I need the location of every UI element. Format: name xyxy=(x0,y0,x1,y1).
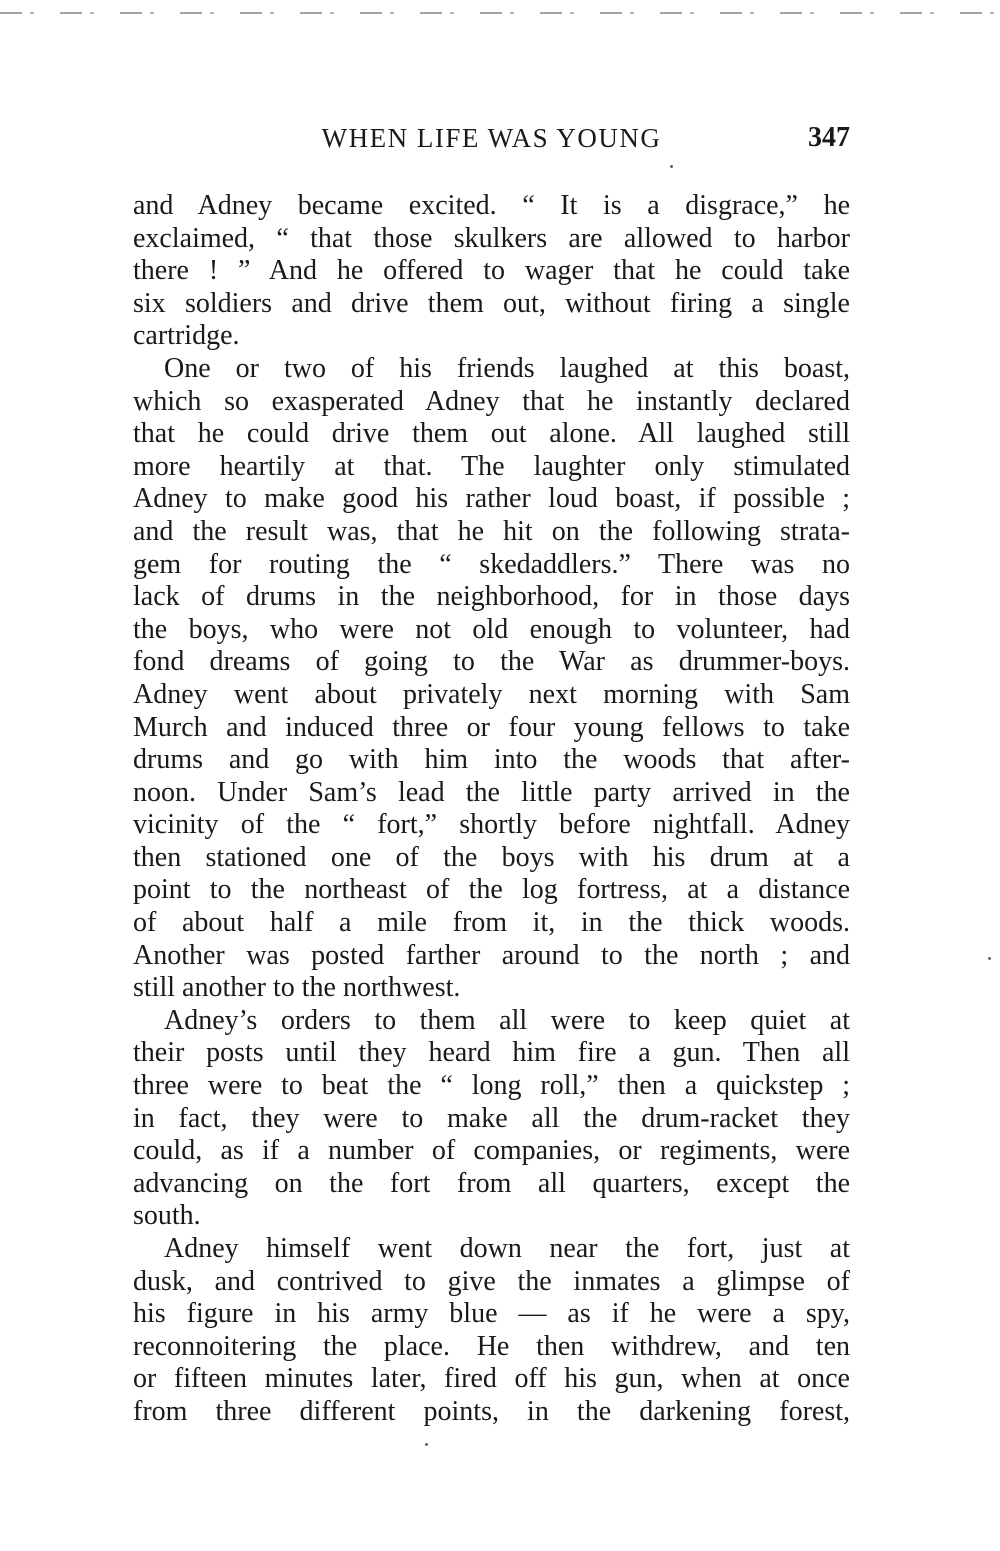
scan-speck xyxy=(670,165,673,168)
text-line: cartridge. xyxy=(133,320,240,352)
text-line: and Adney became excited. “ It is a disgrace,” he xyxy=(133,190,850,221)
text-line: Adney to make good his rather loud boast, if possible ; xyxy=(133,483,850,515)
text-line: lack of drums in the neighborhood, for in those days xyxy=(133,581,850,613)
text-line: exclaimed, “ that those skulkers are allowed to harbor xyxy=(133,222,850,254)
text-line: his figure in his army blue — as if he were a spy, xyxy=(133,1298,850,1330)
text-line: Adney’s orders to them all were to keep quiet at xyxy=(164,1004,850,1036)
text-line: still another to the northwest. xyxy=(133,972,461,1004)
text-line: gem for routing the “ skedaddlers.” There was no xyxy=(133,548,850,580)
text-line: reconnoitering the place. He then withdrew, and ten xyxy=(133,1330,850,1362)
text-line: fond dreams of going to the War as drummer-boys. xyxy=(133,646,850,678)
text-line: One or two of his friends laughed at this boast, xyxy=(164,352,850,384)
running-title: WHEN LIFE WAS YOUNG xyxy=(321,123,662,153)
text-line: Adney himself went down near the fort, just at xyxy=(164,1233,850,1264)
text-line: vicinity of the “ fort,” shortly before nightfall. Adney xyxy=(133,809,850,841)
text-line: advancing on the fort from all quarters, except the xyxy=(133,1167,850,1199)
text-line: there ! ” And he offered to wager that he could take xyxy=(133,255,850,287)
text-line: dusk, and contrived to give the inmates a glimpse of xyxy=(133,1265,850,1297)
scan-speck xyxy=(988,957,991,960)
text-line: or fifteen minutes later, fired off his gun, when at once xyxy=(133,1363,850,1395)
text-line: of about half a mile from it, in the thick woods. xyxy=(133,907,850,939)
text-line: could, as if a number of companies, or regiments, were xyxy=(133,1135,850,1167)
text-line: point to the northeast of the log fortress, at a distance xyxy=(133,874,850,906)
text-line: more heartily at that. The laughter only stimulated xyxy=(133,450,850,482)
text-line: in fact, they were to make all the drum-racket they xyxy=(133,1102,850,1134)
running-head xyxy=(133,118,850,158)
text-line: and the result was, that he hit on the following strata- xyxy=(133,515,850,547)
text-line: Murch and induced three or four young fellows to take xyxy=(133,711,850,743)
text-line: noon. Under Sam’s lead the little party arrived in the xyxy=(133,776,850,808)
text-line: six soldiers and drive them out, without firing a single xyxy=(133,287,850,319)
body-text xyxy=(133,190,850,1429)
text-line: which so exasperated Adney that he instantly declared xyxy=(133,385,850,417)
text-line: that he could drive them out alone. All laughed still xyxy=(133,418,850,450)
scan-edge-artifact xyxy=(0,12,1000,14)
text-line: the boys, who were not old enough to volunteer, had xyxy=(133,613,850,645)
scan-speck xyxy=(425,1443,428,1446)
text-line: drums and go with him into the woods that after- xyxy=(133,744,850,776)
text-line: their posts until they heard him fire a gun. Then all xyxy=(133,1037,850,1069)
text-line: then stationed one of the boys with his drum at a xyxy=(133,841,850,873)
text-line: Adney went about privately next morning with Sam xyxy=(133,678,850,710)
text-line: from three different points, in the darkening forest, xyxy=(133,1395,850,1427)
text-line: Another was posted farther around to the north ; and xyxy=(133,939,850,971)
page-number: 347 xyxy=(808,122,850,153)
text-line: south. xyxy=(133,1200,201,1232)
text-line: three were to beat the “ long roll,” then a quickstep ; xyxy=(133,1070,850,1102)
